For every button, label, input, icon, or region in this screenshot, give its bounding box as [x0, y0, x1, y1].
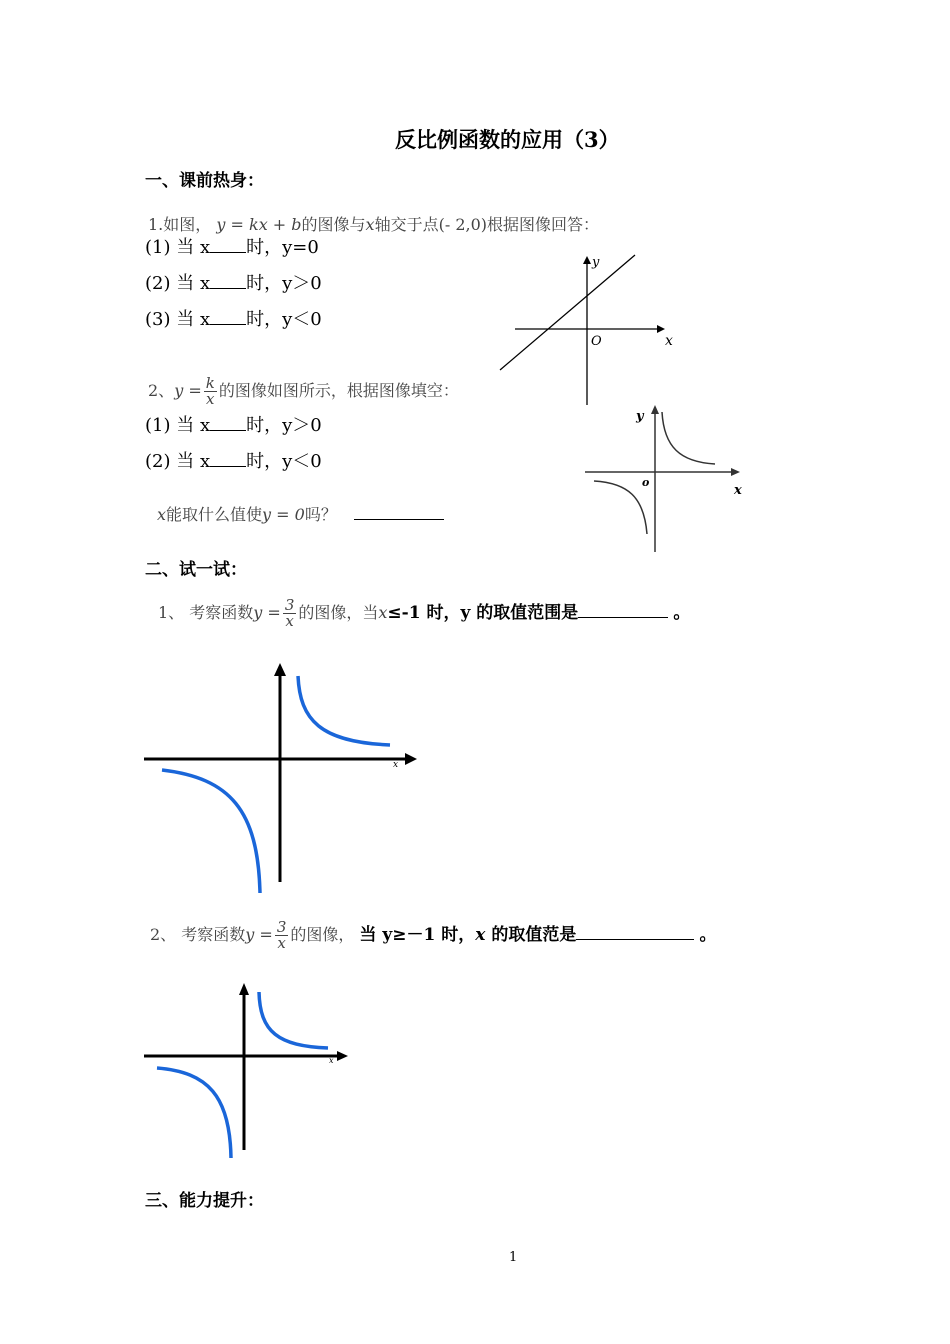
section-heading-improve: 三、能力提升： — [145, 1191, 264, 1211]
answer-blank[interactable] — [210, 234, 246, 253]
t1-fraction — [283, 598, 297, 629]
x-axis-label: x — [734, 483, 742, 498]
x-axis-label: x — [665, 333, 673, 349]
x-axis-arrow — [337, 1051, 348, 1061]
t2-condition-b: 的取值范是 — [485, 925, 577, 945]
x-axis-label: x — [393, 760, 399, 770]
q1-part-3-pre: (3) 当 x — [145, 309, 211, 330]
hyperbola-branch-q1 — [662, 412, 715, 464]
x-axis-arrow — [657, 325, 665, 333]
section-heading-try: 二、试一试： — [145, 560, 247, 580]
t1-frac-num: 3 — [284, 596, 295, 614]
y-axis-arrow — [651, 405, 659, 414]
origin-label: o — [642, 476, 650, 489]
q2-frac-num: k — [205, 374, 215, 392]
t2-number: 2、 — [150, 925, 177, 944]
q2-extra-b: 吗？ — [304, 505, 337, 524]
t1-condition: ≤-1 时，y 的取值范围是 — [387, 603, 579, 623]
t2-x: x — [475, 925, 486, 945]
answer-blank[interactable] — [210, 448, 246, 467]
q1-formula: y = kx + b — [216, 215, 302, 234]
try-question-2 — [150, 920, 716, 951]
t2-stem-a: 考察函数 — [181, 925, 246, 944]
question-2-stem — [148, 376, 459, 407]
y-axis-arrow — [583, 256, 591, 264]
t1-frac-den: x — [285, 612, 294, 630]
t1-tail: 。 — [673, 603, 691, 623]
t2-condition: 当 y≥－1 时， — [359, 925, 476, 945]
q2-extra-x: x — [157, 505, 167, 524]
x-axis-arrow — [405, 753, 417, 765]
linear-function-graph — [495, 250, 685, 410]
t1-stem-b: 的图像，当 — [298, 603, 379, 622]
t1-y: y = — [253, 603, 281, 622]
x-axis-arrow — [731, 468, 740, 476]
q2-part-2-pre: (2) 当 x — [145, 451, 211, 472]
answer-blank[interactable] — [210, 270, 246, 289]
x-axis-label: x — [329, 1056, 334, 1065]
answer-blank[interactable] — [354, 503, 444, 520]
q1-part-2 — [145, 269, 322, 295]
q2-part-2 — [145, 447, 322, 473]
q2-extra-a: 能取什么值使 — [166, 505, 263, 524]
q1-stem-b: 的图像与 — [301, 215, 366, 234]
t1-number: 1、 — [158, 603, 185, 622]
q2-part-1-post: 时，y＞0 — [246, 415, 322, 436]
t2-y: y = — [245, 925, 273, 944]
question-1-stem — [148, 212, 599, 235]
q2-extra-formula: y = 0 — [262, 505, 305, 524]
origin-label: O — [591, 334, 602, 349]
q2-part-1-pre: (1) 当 x — [145, 415, 211, 436]
y-axis-arrow — [274, 663, 286, 676]
q2-extra-question — [157, 502, 444, 525]
t2-frac-den: x — [277, 934, 286, 952]
q1-stem-a: 如图， — [163, 215, 212, 234]
answer-blank[interactable] — [210, 306, 246, 325]
q1-part-2-pre: (2) 当 x — [145, 273, 211, 294]
page-number: 1 — [509, 1250, 518, 1265]
hyperbola-branch-q3 — [594, 481, 647, 534]
q2-stem-b: 的图像如图所示，根据图像填空： — [218, 381, 459, 400]
t2-fraction — [275, 920, 289, 951]
q2-part-1 — [145, 411, 322, 437]
hyperbola-k-graph — [580, 402, 755, 554]
hyperbola-branch-q3 — [162, 770, 260, 893]
page-title: 反比例函数的应用（3） — [395, 127, 620, 152]
t1-x: x — [378, 603, 388, 622]
q2-number: 2、 — [148, 381, 175, 400]
q2-frac-den: x — [206, 390, 215, 408]
answer-blank[interactable] — [210, 412, 246, 431]
q1-part-1-pre: (1) 当 x — [145, 237, 211, 258]
q2-y: y = — [174, 381, 202, 400]
q1-stem-c: 轴交于点(- 2,0)根据图像回答： — [374, 215, 600, 234]
y-axis-label: y — [636, 409, 644, 424]
q2-part-2-post: 时，y＜0 — [246, 451, 322, 472]
hyperbola-3-over-x-graph-1 — [140, 660, 425, 900]
hyperbola-branch-q1 — [298, 676, 390, 745]
hyperbola-branch-q1 — [259, 992, 328, 1048]
hyperbola-3-over-x-graph-2 — [140, 980, 355, 1165]
q1-part-2-post: 时，y＞0 — [246, 273, 322, 294]
q2-fraction — [204, 376, 217, 407]
answer-blank[interactable] — [578, 601, 668, 618]
hyperbola-branch-q3 — [157, 1068, 231, 1158]
try-question-1 — [158, 598, 690, 629]
y-axis-label: y — [592, 255, 600, 270]
q1-number: 1. — [148, 215, 164, 234]
section-heading-warmup: 一、课前热身： — [145, 171, 264, 191]
t2-tail: 。 — [699, 925, 717, 945]
t2-stem-b: 的图像， — [290, 925, 355, 944]
q1-x: x — [365, 215, 375, 234]
q1-part-3-post: 时，y＜0 — [246, 309, 322, 330]
line-y-kx-b — [500, 255, 635, 370]
q1-part-1 — [145, 233, 319, 259]
q1-part-1-post: 时，y=0 — [246, 237, 319, 258]
y-axis-arrow — [239, 983, 249, 995]
t2-frac-num: 3 — [276, 918, 287, 936]
q1-part-3 — [145, 305, 322, 331]
t1-stem-a: 考察函数 — [189, 603, 254, 622]
answer-blank[interactable] — [576, 923, 694, 940]
